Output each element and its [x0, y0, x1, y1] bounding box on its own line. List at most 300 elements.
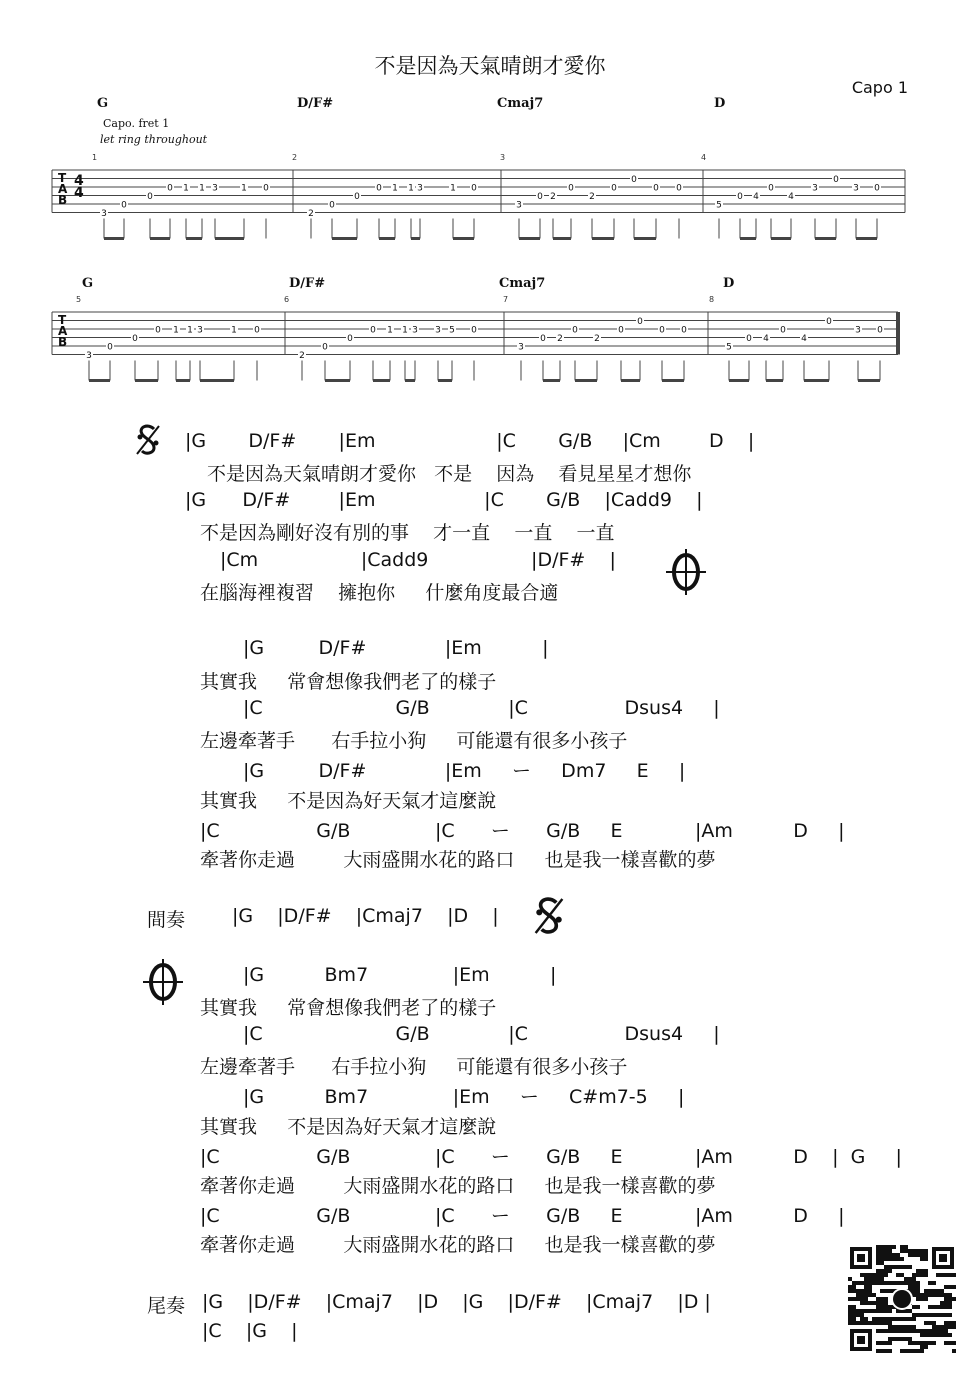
qr-module: [924, 1297, 928, 1301]
fret-number: 0: [637, 317, 643, 327]
qr-module: [908, 1253, 912, 1257]
qr-module: [932, 1293, 936, 1297]
qr-module: [860, 1321, 864, 1325]
qr-module: [896, 1325, 900, 1329]
song-title: 不是因為天氣晴朗才愛你: [374, 54, 606, 78]
qr-module: [920, 1333, 924, 1337]
chord-line: |C G/B |C ー G/B E |Am D |: [200, 820, 845, 842]
qr-module: [912, 1273, 916, 1277]
segno-icon: [134, 423, 162, 457]
qr-module: [948, 1325, 952, 1329]
fret-number: 1: [392, 183, 398, 194]
fret-number: 3: [197, 325, 203, 336]
qr-module: [864, 1273, 868, 1277]
measure-number: 6: [284, 295, 290, 304]
qr-module: [880, 1269, 884, 1273]
measure-number: 1: [92, 153, 98, 162]
qr-module: [872, 1317, 876, 1321]
qr-module: [864, 1309, 868, 1313]
qr-module: [924, 1329, 928, 1333]
qr-module: [864, 1293, 868, 1297]
qr-module: [932, 1325, 936, 1329]
qr-module: [932, 1321, 936, 1325]
capo-label: Capo 1: [851, 78, 908, 97]
qr-module: [880, 1273, 884, 1277]
lyric-line: 其實我 不是因為好天氣才這麼說: [200, 1116, 497, 1138]
qr-module: [860, 1273, 864, 1277]
fret-number: 0: [376, 183, 382, 194]
fret-number: 0: [653, 183, 659, 194]
qr-module: [948, 1285, 952, 1289]
qr-module: [904, 1265, 908, 1269]
qr-module: [908, 1249, 912, 1253]
qr-module: [876, 1281, 880, 1285]
segno-icon: [532, 895, 566, 937]
qr-module: [912, 1289, 916, 1293]
fret-number: 3: [86, 351, 92, 361]
qr-module: [920, 1341, 924, 1345]
lyric-line: 牽著你走過 大雨盛開水花的路口 也是我一樣喜歡的夢: [200, 1175, 716, 1197]
outro-chords-2: |C |G |: [202, 1320, 298, 1342]
qr-module: [912, 1253, 916, 1257]
qr-module: [872, 1277, 876, 1281]
qr-module: [876, 1321, 880, 1325]
qr-module: [892, 1281, 896, 1285]
qr-module: [896, 1317, 900, 1321]
qr-module: [888, 1309, 892, 1313]
qr-module: [944, 1325, 948, 1329]
qr-module: [876, 1245, 880, 1249]
fret-number: 1: [408, 183, 414, 194]
qr-module: [884, 1321, 888, 1325]
tab-chord-name: D: [714, 96, 726, 111]
fret-number: 2: [589, 192, 595, 202]
qr-module: [912, 1285, 916, 1289]
qr-module: [924, 1341, 928, 1345]
qr-module: [852, 1285, 856, 1289]
fret-number: 0: [877, 325, 883, 336]
qr-module: [920, 1249, 924, 1253]
qr-module: [864, 1281, 868, 1285]
fret-number: 2: [308, 209, 314, 219]
chord-line: |G D/F# |Em ー Dm7 E |: [243, 760, 686, 782]
qr-module: [896, 1265, 900, 1269]
lyric-line: 左邊牽著手 右手拉小狗 可能還有很多小孩子: [200, 1056, 628, 1078]
chord-line: |G Bm7 |Em ー C#m7-5 |: [243, 1086, 685, 1108]
tab-chord-name: D/F#: [289, 276, 326, 291]
qr-module: [900, 1349, 904, 1353]
lyric-line: 不是因為剛好沒有別的事 才一直 一直 一直: [200, 522, 615, 544]
qr-module: [852, 1309, 856, 1313]
qr-module: [932, 1341, 936, 1345]
fret-number: 0: [572, 325, 578, 336]
qr-module: [876, 1257, 880, 1261]
qr-module: [916, 1293, 920, 1297]
qr-module: [876, 1301, 880, 1305]
qr-module: [904, 1245, 908, 1249]
qr-module: [868, 1301, 872, 1305]
fret-number: 0: [611, 183, 617, 194]
qr-module: [884, 1253, 888, 1257]
outro-label: 尾奏: [147, 1295, 186, 1317]
fret-number: 0: [568, 183, 574, 194]
qr-module: [912, 1281, 916, 1285]
qr-module: [880, 1317, 884, 1321]
qr-module: [884, 1329, 888, 1333]
qr-module: [924, 1345, 928, 1349]
qr-module: [884, 1269, 888, 1273]
qr-module: [932, 1281, 936, 1285]
qr-module: [864, 1285, 868, 1289]
fret-number: 0: [322, 342, 328, 353]
qr-module: [868, 1277, 872, 1281]
qr-module: [848, 1313, 852, 1317]
fret-number: 0: [107, 342, 113, 353]
qr-module: [904, 1325, 908, 1329]
qr-module: [876, 1305, 880, 1309]
qr-module: [944, 1285, 948, 1289]
qr-module: [908, 1281, 912, 1285]
qr-module: [860, 1297, 864, 1301]
fret-number: 0: [370, 325, 376, 336]
qr-module: [888, 1329, 892, 1333]
qr-module: [884, 1245, 888, 1249]
qr-module: [892, 1253, 896, 1257]
fret-number: 1: [199, 183, 205, 194]
qr-module: [952, 1297, 956, 1301]
qr-module: [852, 1289, 856, 1293]
fret-number: 4: [753, 192, 759, 202]
qr-module: [880, 1245, 884, 1249]
chord-line: |C G/B |C Dsus4 |: [243, 697, 720, 719]
qr-module: [940, 1273, 944, 1277]
qr-module: [872, 1321, 876, 1325]
coda-icon: [665, 548, 707, 596]
qr-module: [876, 1309, 880, 1313]
fret-number: 0: [167, 183, 173, 194]
qr-module: [936, 1293, 940, 1297]
qr-module: [896, 1253, 900, 1257]
qr-module: [948, 1301, 952, 1305]
qr-module: [936, 1289, 940, 1293]
tab-staff-2: [0, 292, 980, 392]
qr-module: [864, 1277, 868, 1281]
fret-number: 3: [412, 325, 418, 336]
qr-module: [936, 1333, 940, 1337]
qr-module: [872, 1281, 876, 1285]
qr-module: [952, 1321, 956, 1325]
qr-module: [928, 1289, 932, 1293]
qr-module: [888, 1265, 892, 1269]
fret-number: 1: [387, 325, 393, 336]
qr-module: [916, 1341, 920, 1345]
qr-module: [888, 1321, 892, 1325]
qr-module: [948, 1293, 952, 1297]
qr-module: [888, 1305, 892, 1309]
measure-number: 3: [500, 153, 506, 162]
qr-module: [876, 1261, 880, 1265]
qr-module: [952, 1273, 956, 1277]
fret-number: 0: [676, 183, 682, 194]
qr-module: [876, 1329, 880, 1333]
tab-chord-name: Cmaj7: [497, 96, 544, 111]
qr-module: [868, 1285, 872, 1289]
qr-module: [864, 1317, 868, 1321]
qr-module: [848, 1297, 852, 1301]
qr-module: [856, 1309, 860, 1313]
qr-module: [900, 1337, 904, 1341]
fret-number: 0: [155, 325, 161, 336]
qr-module: [884, 1349, 888, 1353]
qr-module: [852, 1313, 856, 1317]
time-signature: 4: [74, 185, 84, 201]
qr-module: [880, 1309, 884, 1313]
qr-module: [912, 1341, 916, 1345]
qr-module: [884, 1305, 888, 1309]
fret-number: 2: [299, 351, 305, 361]
qr-module: [912, 1249, 916, 1253]
qr-module: [904, 1337, 908, 1341]
qr-module: [900, 1245, 904, 1249]
fret-number: 0: [768, 183, 774, 194]
qr-module: [892, 1329, 896, 1333]
qr-module: [868, 1293, 872, 1297]
fret-number: 2: [594, 334, 600, 344]
fret-number: 3: [417, 183, 423, 194]
qr-module: [876, 1269, 880, 1273]
qr-module: [920, 1257, 924, 1261]
qr-module: [944, 1273, 948, 1277]
fret-number: 2: [557, 334, 563, 344]
qr-module: [868, 1321, 872, 1325]
qr-module: [944, 1305, 948, 1309]
fret-number: 3: [516, 200, 522, 211]
chord-line: |C G/B |C ー G/B E |Am D | G |: [200, 1146, 902, 1168]
qr-module: [948, 1341, 952, 1345]
qr-module: [884, 1289, 888, 1293]
qr-module: [888, 1349, 892, 1353]
qr-module: [868, 1289, 872, 1293]
qr-module: [884, 1317, 888, 1321]
qr-module: [916, 1281, 920, 1285]
fret-number: 0: [347, 334, 353, 344]
qr-module: [888, 1325, 892, 1329]
lyric-line: 不是因為天氣晴朗才愛你 不是 因為 看見星星才想你: [207, 463, 692, 485]
qr-module: [892, 1317, 896, 1321]
qr-module: [920, 1253, 924, 1257]
tab-clef-letter: B: [58, 335, 68, 349]
chord-line: |C G/B |C ー G/B E |Am D |: [200, 1205, 845, 1227]
qr-module: [908, 1325, 912, 1329]
qr-module: [924, 1321, 928, 1325]
qr-module: [900, 1265, 904, 1269]
qr-module: [912, 1313, 916, 1317]
fret-number: 1: [450, 183, 456, 194]
qr-module: [908, 1309, 912, 1313]
fret-number: 3: [853, 183, 859, 194]
qr-module: [888, 1245, 892, 1249]
qr-module: [876, 1249, 880, 1253]
qr-module: [876, 1349, 880, 1353]
qr-module: [860, 1293, 864, 1297]
qr-module: [944, 1329, 948, 1333]
qr-module: [900, 1273, 904, 1277]
qr-module: [920, 1297, 924, 1301]
qr-module: [952, 1341, 956, 1345]
qr-module: [904, 1249, 908, 1253]
qr-module: [940, 1289, 944, 1293]
qr-module: [852, 1321, 856, 1325]
qr-module: [888, 1317, 892, 1321]
qr-module: [928, 1313, 932, 1317]
tab-chord-name: Cmaj7: [499, 276, 546, 291]
qr-module: [940, 1293, 944, 1297]
qr-module: [908, 1317, 912, 1321]
qr-module: [904, 1317, 908, 1321]
lyric-line: 左邊牽著手 右手拉小狗 可能還有很多小孩子: [200, 730, 628, 752]
qr-module: [884, 1301, 888, 1305]
qr-module: [856, 1313, 860, 1317]
qr-module: [952, 1349, 956, 1353]
qr-module: [920, 1313, 924, 1317]
qr-module: [856, 1289, 860, 1293]
qr-module: [848, 1289, 852, 1293]
qr-module: [876, 1277, 880, 1281]
fret-number: 4: [788, 192, 794, 202]
qr-module: [856, 1321, 860, 1325]
qr-module: [944, 1301, 948, 1305]
tab-chord-name: D/F#: [297, 96, 334, 111]
qr-module: [880, 1253, 884, 1257]
qr-module: [880, 1341, 884, 1345]
measure-number: 4: [701, 153, 707, 162]
qr-module: [940, 1333, 944, 1337]
qr-module: [892, 1245, 896, 1249]
qr-module: [856, 1297, 860, 1301]
qr-module: [908, 1341, 912, 1345]
qr-module: [916, 1273, 920, 1277]
qr-module: [880, 1329, 884, 1333]
fret-number: 0: [874, 183, 880, 194]
fret-number: 0: [329, 200, 335, 211]
qr-module: [928, 1305, 932, 1309]
qr-module: [896, 1281, 900, 1285]
qr-module: [916, 1285, 920, 1289]
measure-number: 8: [709, 295, 715, 304]
chord-line: |G D/F# |Em |C G/B |Cadd9 |: [185, 489, 703, 511]
qr-module: [888, 1281, 892, 1285]
qr-module: [920, 1273, 924, 1277]
fret-number: 1: [187, 325, 193, 336]
fret-number: 0: [471, 183, 477, 194]
qr-module: [924, 1289, 928, 1293]
qr-module: [908, 1329, 912, 1333]
fret-number: 0: [537, 192, 543, 202]
qr-module: [924, 1253, 928, 1257]
qr-module: [900, 1249, 904, 1253]
qr-module: [880, 1321, 884, 1325]
qr-module: [932, 1333, 936, 1337]
qr-module: [924, 1313, 928, 1317]
fret-number: 3: [518, 342, 524, 353]
qr-module: [868, 1273, 872, 1277]
fret-number: 0: [354, 192, 360, 202]
qr-module: [944, 1293, 948, 1297]
fret-number: 0: [618, 325, 624, 336]
qr-module: [872, 1293, 876, 1297]
qr-module: [876, 1297, 880, 1301]
qr-module: [880, 1301, 884, 1305]
qr-module: [944, 1333, 948, 1337]
qr-module: [936, 1305, 940, 1309]
fret-number: 3: [812, 183, 818, 194]
qr-module: [936, 1273, 940, 1277]
qr-module: [884, 1273, 888, 1277]
fret-number: 4: [801, 334, 807, 344]
qr-module: [888, 1341, 892, 1345]
qr-module: [932, 1329, 936, 1333]
tab-clef-letter: A: [58, 324, 68, 338]
qr-module: [916, 1253, 920, 1257]
qr-module: [940, 1301, 944, 1305]
qr-module: [880, 1261, 884, 1265]
measure-number: 7: [503, 295, 509, 304]
qr-module: [944, 1341, 948, 1345]
fret-number: 5: [726, 342, 732, 353]
qr-module: [924, 1257, 928, 1261]
qr-module: [888, 1269, 892, 1273]
qr-module: [900, 1257, 904, 1261]
fret-number: 0: [833, 175, 839, 185]
qr-module: [912, 1305, 916, 1309]
lyric-line: 牽著你走過 大雨盛開水花的路口 也是我一樣喜歡的夢: [200, 1234, 716, 1256]
qr-module: [916, 1249, 920, 1253]
tab-clef-letter: T: [58, 313, 67, 327]
fret-number: 0: [826, 317, 832, 327]
qr-module: [940, 1325, 944, 1329]
time-signature: 4: [74, 173, 84, 189]
lyric-line: 牽著你走過 大雨盛開水花的路口 也是我一樣喜歡的夢: [200, 849, 716, 871]
qr-module: [904, 1281, 908, 1285]
qr-module: [920, 1345, 924, 1349]
qr-module: [868, 1309, 872, 1313]
qr-module: [852, 1317, 856, 1321]
fret-number: 0: [659, 325, 665, 336]
qr-module: [952, 1285, 956, 1289]
qr-module: [884, 1265, 888, 1269]
fret-number: 0: [471, 325, 477, 336]
qr-module: [952, 1325, 956, 1329]
qr-module: [940, 1329, 944, 1333]
qr-module: [920, 1269, 924, 1273]
qr-module: [912, 1317, 916, 1321]
fret-number: 2: [550, 192, 556, 202]
qr-module: [872, 1301, 876, 1305]
tab-chord-name: G: [82, 276, 94, 291]
qr-module: [880, 1297, 884, 1301]
qr-module: [940, 1305, 944, 1309]
qr-module: [912, 1329, 916, 1333]
qr-module: [948, 1305, 952, 1309]
chord-line: |G Bm7 |Em |: [243, 964, 557, 986]
qr-module: [908, 1265, 912, 1269]
qr-module: [936, 1325, 940, 1329]
qr-module: [908, 1277, 912, 1281]
qr-module: [928, 1321, 932, 1325]
measure-number: 5: [76, 295, 82, 304]
qr-module: [884, 1257, 888, 1261]
qr-module: [928, 1281, 932, 1285]
